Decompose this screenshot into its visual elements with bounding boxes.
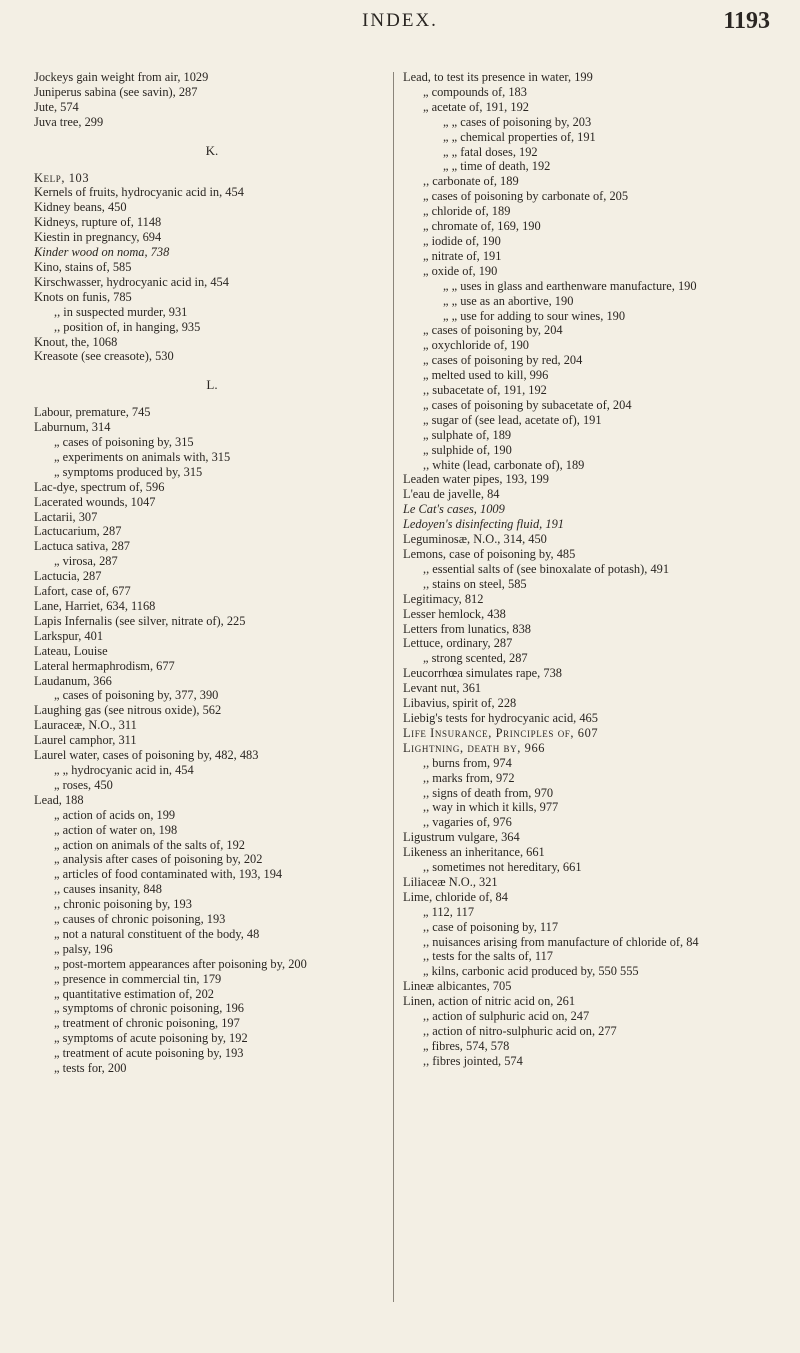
index-entry: „ „ uses in glass and earthenware manufacture, 190 — [443, 278, 697, 293]
index-entry: ,, burns from, 974 — [423, 755, 512, 770]
index-entry: ,, signs of death from, 970 — [423, 785, 554, 800]
index-entry: Lead, 188 — [34, 792, 84, 807]
index-entry: „ tests for, 200 — [54, 1061, 127, 1076]
index-entry: „ 112, 117 — [423, 904, 475, 919]
section-letter: L. — [206, 377, 218, 393]
index-entry: „ kilns, carbonic acid produced by, 550 555 — [423, 964, 639, 979]
index-entry: „ analysis after cases of poisoning by, 202 — [54, 852, 263, 867]
index-entry: Lactarii, 307 — [34, 509, 98, 524]
index-entry: „ virosa, 287 — [54, 554, 118, 569]
index-entry: Larkspur, 401 — [34, 628, 104, 643]
index-entry: Ligustrum vulgare, 364 — [403, 830, 520, 845]
index-entry: „ treatment of chronic poisoning, 197 — [54, 1016, 240, 1031]
index-entry: „ fibres, 574, 578 — [423, 1038, 510, 1053]
index-entry: ,, carbonate of, 189 — [423, 174, 519, 189]
index-entry: Kreasote (see creasote), 530 — [34, 349, 174, 364]
index-entry: Le Cat's cases, 1009 — [403, 502, 505, 517]
index-entry: Levant nut, 361 — [403, 681, 482, 696]
index-entry: ,, case of poisoning by, 117 — [423, 919, 559, 934]
index-entry: ,, essential salts of (see binoxalate of potash), 491 — [423, 561, 670, 576]
index-entry: Kinder wood on noma, 738 — [34, 245, 170, 260]
index-entry: Laurel water, cases of poisoning by, 482, 483 — [34, 748, 259, 763]
index-entry: Laughing gas (see nitrous oxide), 562 — [34, 703, 222, 718]
index-entry: Lactucia, 287 — [34, 569, 102, 584]
index-entry: „ „ chemical properties of, 191 — [443, 129, 596, 144]
index-entry: „ cases of poisoning by subacetate of, 204 — [423, 397, 632, 412]
index-entry: ,, causes insanity, 848 — [54, 882, 162, 897]
index-entry: „ treatment of acute poisoning by, 193 — [54, 1046, 244, 1061]
index-entry: „ oxide of, 190 — [423, 263, 498, 278]
index-entry: Kino, stains of, 585 — [34, 259, 132, 274]
index-entry: ,, in suspected murder, 931 — [54, 304, 188, 319]
index-entry: Lead, to test its presence in water, 199 — [403, 70, 593, 84]
index-entry: Legitimacy, 812 — [403, 591, 484, 606]
index-entry: Liliaceæ N.O., 321 — [403, 874, 498, 889]
index-entry: Libavius, spirit of, 228 — [403, 696, 517, 711]
index-entry: „ symptoms produced by, 315 — [54, 464, 203, 479]
index-column-left — [34, 70, 390, 1076]
index-entry: Labour, premature, 745 — [34, 405, 151, 420]
index-entry: „ „ hydrocyanic acid in, 454 — [54, 762, 194, 777]
index-entry: Lactucarium, 287 — [34, 524, 122, 539]
index-entry: ,, marks from, 972 — [423, 770, 515, 785]
index-entry: ,, fibres jointed, 574 — [423, 1053, 523, 1068]
index-entry: ,, subacetate of, 191, 192 — [423, 383, 547, 398]
index-entry: „ action of acids on, 199 — [54, 807, 176, 822]
section-letter: K. — [205, 142, 219, 158]
index-entry: „ chloride of, 189 — [423, 204, 511, 219]
index-entry: „ cases of poisoning by, 204 — [423, 323, 563, 338]
index-entry: Lesser hemlock, 438 — [403, 606, 506, 621]
index-entry: „ action of water on, 198 — [54, 822, 178, 837]
index-entry: „ strong scented, 287 — [423, 651, 528, 666]
index-entry: „ sulphide of, 190 — [423, 442, 512, 457]
index-entry: „ chromate of, 169, 190 — [423, 219, 541, 234]
index-entry: „ sulphate of, 189 — [423, 427, 512, 442]
index-entry: Lauraceæ, N.O., 311 — [34, 718, 137, 733]
index-entry: „ „ fatal doses, 192 — [443, 144, 538, 159]
index-entry: „ cases of poisoning by, 315 — [54, 435, 194, 450]
index-entry: „ sugar of (see lead, acetate of), 191 — [423, 412, 602, 427]
index-entry: ,, sometimes not hereditary, 661 — [423, 860, 582, 875]
index-entry: „ „ use as an abortive, 190 — [443, 293, 574, 308]
index-entry: Lettuce, ordinary, 287 — [403, 636, 513, 651]
index-entry: ,, chronic poisoning by, 193 — [54, 897, 192, 912]
index-entry: „ presence in commercial tin, 179 — [54, 971, 222, 986]
index-entry: Lightning, death by, 966 — [403, 740, 546, 755]
index-entry: Lineæ albicantes, 705 — [403, 979, 512, 994]
index-entry: ,, white (lead, carbonate of), 189 — [423, 457, 585, 472]
index-entry: ,, action of nitro-sulphuric acid on, 277 — [423, 1024, 617, 1038]
index-entry: Kirschwasser, hydrocyanic acid in, 454 — [34, 274, 229, 289]
index-entry: „ acetate of, 191, 192 — [423, 99, 529, 114]
index-entry: „ „ time of death, 192 — [443, 159, 551, 174]
index-entry: „ symptoms of chronic poisoning, 196 — [54, 1001, 244, 1016]
index-entry: Lafort, case of, 677 — [34, 584, 131, 599]
index-entry: Jockeys gain weight from air, 1029 — [34, 70, 209, 84]
index-entry: Letters from lunatics, 838 — [403, 621, 532, 636]
index-entry: „ cases of poisoning by carbonate of, 205 — [423, 189, 629, 204]
index-entry: „ symptoms of acute poisoning by, 192 — [54, 1031, 248, 1046]
index-entry: Leguminosæ, N.O., 314, 450 — [403, 532, 547, 547]
index-entry: Kidneys, rupture of, 1148 — [34, 215, 162, 230]
index-entry: Laburnum, 314 — [34, 420, 111, 435]
index-entry: „ articles of food contaminated with, 193, 194 — [54, 867, 283, 882]
index-entry: Lactuca sativa, 287 — [34, 539, 130, 554]
index-entry: Knout, the, 1068 — [34, 334, 118, 349]
index-entry: L'eau de javelle, 84 — [403, 487, 500, 502]
index-column-right — [403, 70, 778, 1069]
index-entry: „ roses, 450 — [54, 777, 113, 792]
index-entry: Jute, 574 — [34, 99, 79, 114]
index-entry: Kiestin in pregnancy, 694 — [34, 230, 162, 245]
index-entry: Leaden water pipes, 193, 199 — [403, 472, 549, 487]
index-entry: Laudanum, 366 — [34, 673, 112, 688]
index-entry: „ compounds of, 183 — [423, 84, 527, 99]
index-entry: Likeness an inheritance, 661 — [403, 845, 545, 860]
index-entry: Lapis Infernalis (see silver, nitrate of), 225 — [34, 613, 246, 628]
index-entry: Lime, chloride of, 84 — [403, 889, 508, 904]
index-entry: „ not a natural constituent of the body, 48 — [54, 926, 260, 941]
index-entry: Lateral hermaphrodism, 677 — [34, 658, 175, 673]
index-entry: Kernels of fruits, hydrocyanic acid in, 454 — [34, 185, 244, 200]
column-divider — [393, 72, 394, 1302]
index-entry: „ cases of poisoning by red, 204 — [423, 353, 583, 368]
index-entry: Lacerated wounds, 1047 — [34, 494, 156, 509]
index-entry: „ quantitative estimation of, 202 — [54, 986, 215, 1001]
index-entry: Lac-dye, spectrum of, 596 — [34, 479, 165, 494]
index-entry: Leucorrhœa simulates rape, 738 — [403, 666, 562, 681]
index-entry: Lemons, case of poisoning by, 485 — [403, 547, 576, 561]
page-title: INDEX. — [362, 10, 438, 31]
index-entry: „ experiments on animals with, 315 — [54, 449, 231, 464]
index-entry: Lateau, Louise — [34, 643, 108, 658]
index-entry: ,, stains on steel, 585 — [423, 576, 527, 591]
index-entry: „ melted used to kill, 996 — [423, 368, 549, 383]
index-entry: Linen, action of nitric acid on, 261 — [403, 994, 576, 1009]
index-entry: Laurel camphor, 311 — [34, 733, 137, 748]
index-entry: Juniperus sabina (see savin), 287 — [34, 84, 198, 99]
index-entry: Knots on funis, 785 — [34, 289, 132, 304]
index-entry: „ action on animals of the salts of, 192 — [54, 837, 245, 852]
index-entry: Kelp, 103 — [34, 170, 90, 185]
index-entry: ,, way in which it kills, 977 — [423, 800, 559, 815]
index-entry: Lane, Harriet, 634, 1168 — [34, 599, 156, 613]
index-entry: „ palsy, 196 — [54, 941, 113, 956]
index-entry: „ „ cases of poisoning by, 203 — [443, 114, 592, 129]
index-entry: „ cases of poisoning by, 377, 390 — [54, 688, 219, 703]
index-entry: Liebig's tests for hydrocyanic acid, 465 — [403, 710, 598, 725]
index-entry: ,, position of, in hanging, 935 — [54, 319, 201, 334]
index-entry: „ nitrate of, 191 — [423, 248, 502, 263]
index-entry: ,, nuisances arising from manufacture of chloride of, 84 — [423, 934, 699, 949]
index-entry: „ causes of chronic poisoning, 193 — [54, 912, 226, 927]
index-entry: „ oxychloride of, 190 — [423, 338, 529, 353]
index-entry: ,, vagaries of, 976 — [423, 815, 512, 830]
index-entry: „ post-mortem appearances after poisoning by, 200 — [54, 956, 307, 971]
index-entry: Juva tree, 299 — [34, 114, 104, 129]
index-entry: „ iodide of, 190 — [423, 233, 501, 248]
index-entry: ,, tests for the salts of, 117 — [423, 949, 553, 964]
index-entry: Life Insurance, Principles of, 607 — [403, 725, 599, 740]
index-entry: Kidney beans, 450 — [34, 200, 127, 215]
page-number: 1193 — [723, 8, 770, 34]
index-entry: ,, action of sulphuric acid on, 247 — [423, 1009, 590, 1024]
index-entry: „ „ use for adding to sour wines, 190 — [443, 308, 626, 323]
index-entry: Ledoyen's disinfecting fluid, 191 — [403, 517, 564, 532]
